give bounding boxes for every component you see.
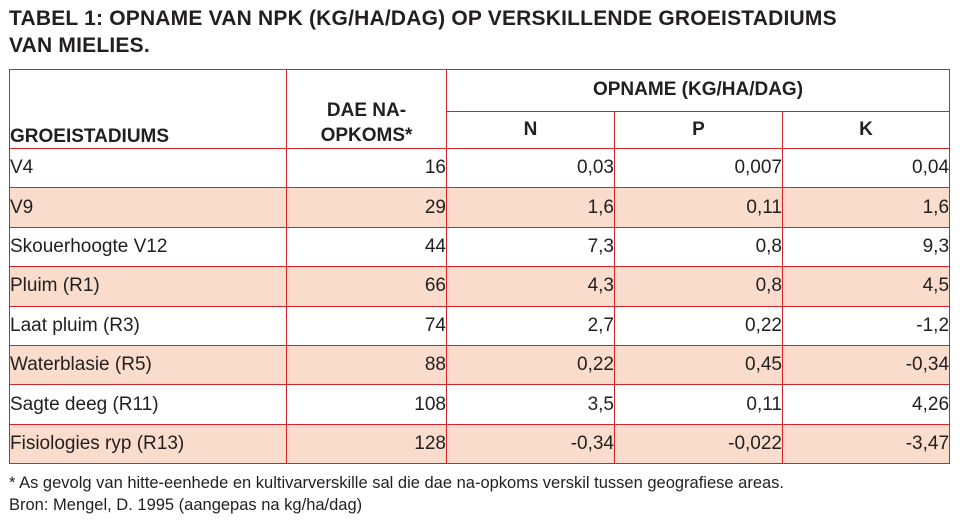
table-row bbox=[10, 149, 950, 188]
cell-days: 128 bbox=[287, 424, 447, 463]
header-p: P bbox=[615, 111, 783, 148]
cell-stage: Sagte deeg (R11) bbox=[10, 385, 287, 424]
table-row bbox=[10, 227, 950, 266]
cell-n: 1,6 bbox=[447, 188, 615, 227]
table-title-line-2: VAN MIELIES. bbox=[9, 34, 150, 57]
cell-n: 7,3 bbox=[447, 227, 615, 266]
table-row bbox=[10, 306, 950, 345]
cell-k: 4,26 bbox=[783, 385, 950, 424]
cell-k: 1,6 bbox=[783, 188, 950, 227]
table-row bbox=[10, 345, 950, 384]
cell-p: 0,11 bbox=[615, 385, 783, 424]
header-n: N bbox=[447, 111, 615, 148]
cell-n: 0,03 bbox=[447, 149, 615, 188]
table-row bbox=[10, 385, 950, 424]
header-days-after-emergence bbox=[287, 70, 447, 149]
cell-n: -0,34 bbox=[447, 424, 615, 463]
cell-days: 16 bbox=[287, 149, 447, 188]
cell-days: 29 bbox=[287, 188, 447, 227]
table-row bbox=[10, 424, 950, 463]
cell-stage: Waterblasie (R5) bbox=[10, 345, 287, 384]
header-days-line-1: DAE NA- bbox=[326, 100, 407, 121]
cell-days: 74 bbox=[287, 306, 447, 345]
table-title-line-1: TABEL 1: OPNAME VAN NPK (KG/HA/DAG) OP VERSKILLENDE GROEISTADIUMS bbox=[9, 7, 837, 30]
cell-p: 0,45 bbox=[615, 345, 783, 384]
table-header bbox=[10, 70, 950, 149]
table-row bbox=[10, 267, 950, 306]
footnote-note: * As gevolg van hitte-eenhede en kultivarverskille sal die dae na-opkoms verskil tussen geografiese areas. bbox=[9, 474, 785, 492]
header-growth-stages: GROEISTADIUMS bbox=[10, 70, 287, 149]
cell-stage: Laat pluim (R3) bbox=[10, 306, 287, 345]
cell-n: 2,7 bbox=[447, 306, 615, 345]
footnote bbox=[9, 472, 954, 516]
cell-p: 0,11 bbox=[615, 188, 783, 227]
cell-stage: Pluim (R1) bbox=[10, 267, 287, 306]
table-body bbox=[10, 149, 950, 464]
npk-uptake-table bbox=[9, 69, 950, 464]
cell-n: 0,22 bbox=[447, 345, 615, 384]
header-days-line-2: OPKOMS* bbox=[320, 125, 413, 146]
cell-stage: V4 bbox=[10, 149, 287, 188]
cell-k: -3,47 bbox=[783, 424, 950, 463]
header-row-top bbox=[10, 70, 950, 112]
cell-days: 108 bbox=[287, 385, 447, 424]
cell-p: 0,8 bbox=[615, 227, 783, 266]
cell-stage: Fisiologies ryp (R13) bbox=[10, 424, 287, 463]
cell-k: -0,34 bbox=[783, 345, 950, 384]
cell-stage: Skouerhoogte V12 bbox=[10, 227, 287, 266]
header-uptake: OPNAME (KG/HA/DAG) bbox=[447, 70, 950, 112]
cell-n: 3,5 bbox=[447, 385, 615, 424]
cell-days: 88 bbox=[287, 345, 447, 384]
cell-k: 4,5 bbox=[783, 267, 950, 306]
cell-k: 9,3 bbox=[783, 227, 950, 266]
table-title bbox=[9, 5, 949, 59]
cell-p: -0,022 bbox=[615, 424, 783, 463]
cell-k: 0,04 bbox=[783, 149, 950, 188]
table-row bbox=[10, 188, 950, 227]
cell-days: 44 bbox=[287, 227, 447, 266]
cell-p: 0,007 bbox=[615, 149, 783, 188]
header-k: K bbox=[783, 111, 950, 148]
cell-n: 4,3 bbox=[447, 267, 615, 306]
cell-days: 66 bbox=[287, 267, 447, 306]
cell-stage: V9 bbox=[10, 188, 287, 227]
cell-k: -1,2 bbox=[783, 306, 950, 345]
cell-p: 0,8 bbox=[615, 267, 783, 306]
cell-p: 0,22 bbox=[615, 306, 783, 345]
footnote-source: Bron: Mengel, D. 1995 (aangepas na kg/ha/dag) bbox=[9, 496, 363, 514]
